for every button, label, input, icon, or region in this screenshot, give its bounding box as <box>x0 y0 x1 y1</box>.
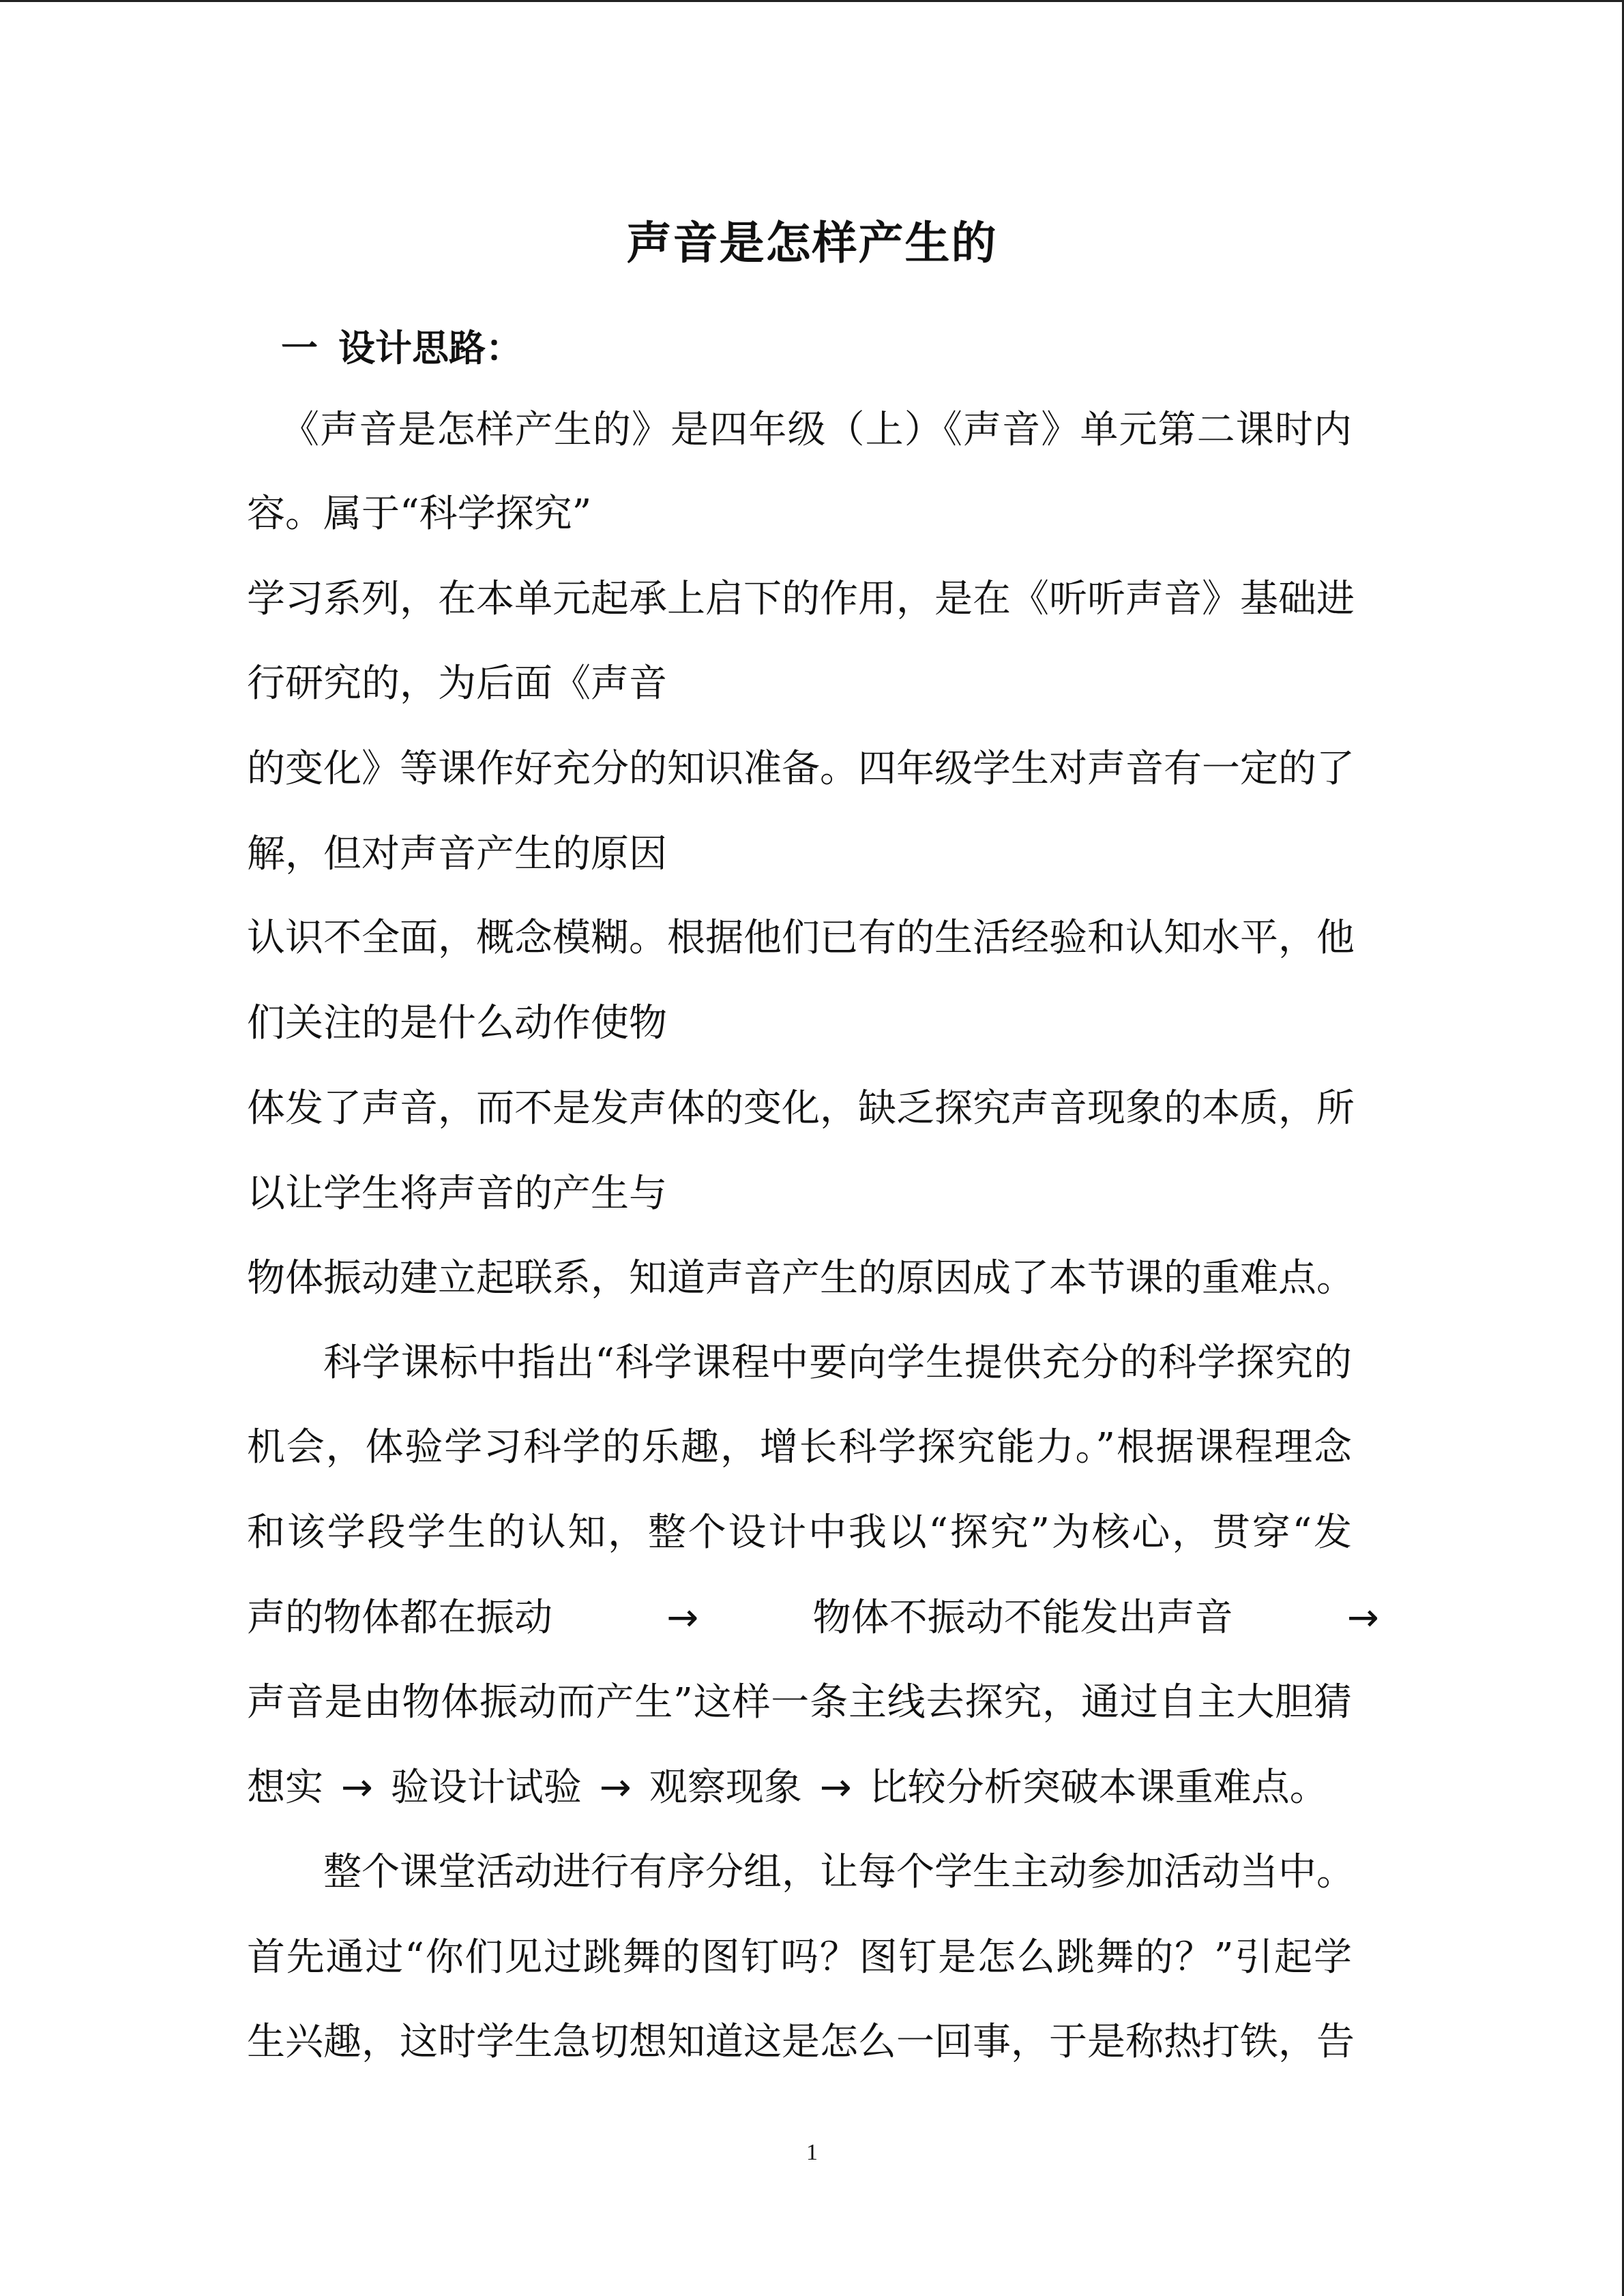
document-title: 声音是怎样产生的 <box>626 216 998 269</box>
flow-step: 物体不振动不能发出声音 <box>812 1596 1233 1640</box>
arrow-icon: → <box>666 1596 699 1640</box>
arrow-icon: → <box>599 1765 632 1810</box>
paragraph-line: 生兴趣，这时学生急切想知道这是怎么一回事，于是称热打铁，告 <box>247 2020 1355 2064</box>
flow-step: 声的物体都在振动 <box>247 1596 552 1640</box>
paragraph-line: 物体振动建立起联系，知道声音产生的原因成了本节课的重难点。 <box>247 1256 1355 1300</box>
paragraph-line: 和该学段学生的认知，整个设计中我以“探究”为核心，贯穿“发 <box>247 1510 1352 1555</box>
arrow-icon: → <box>819 1765 852 1810</box>
flow-step: 想实 <box>247 1765 323 1810</box>
paragraph-line: 整个课堂活动进行有序分组，让每个学生主动参加活动当中。 <box>323 1850 1355 1894</box>
paragraph-line: 机会，体验学习科学的乐趣，增长科学探究能力。”根据课程理念 <box>247 1425 1352 1470</box>
arrow-icon: → <box>341 1765 373 1810</box>
flow-step: 验设计试验 <box>390 1765 582 1810</box>
flow-step: 比较分析突破本课重难点。 <box>869 1765 1328 1810</box>
paragraph-line: 行研究的，为后面《声音 <box>247 661 667 706</box>
paragraph-line: 体发了声音，而不是发声体的变化，缺乏探究声音现象的本质，所 <box>247 1086 1355 1131</box>
paragraph-line: 学习系列，在本单元起承上启下的作用，是在《听听声音》基础进 <box>247 577 1355 621</box>
paragraph-line: 认识不全面，概念模糊。根据他们已有的生活经验和认知水平，他 <box>247 916 1355 960</box>
paragraph-line: 容。属于“科学探究” <box>247 492 592 536</box>
paragraph-line: 首先通过“你们见过跳舞的图钉吗？图钉是怎么跳舞的？”引起学 <box>247 1935 1352 1980</box>
paragraph-line: 科学课标中指出“科学课程中要向学生提供充分的科学探究的 <box>323 1341 1352 1385</box>
paragraph-line: 《声音是怎样产生的》是四年级（上）《声音》单元第二课时内 <box>281 408 1352 452</box>
paragraph-line: 声音是由物体振动而产生”这样一条主线去探究，通过自主大胆猜 <box>247 1680 1352 1725</box>
flow-line <box>247 1596 1379 1640</box>
paragraph-line: 们关注的是什么动作使物 <box>247 1001 667 1045</box>
flow-line <box>247 1765 1328 1810</box>
flow-step: 观察现象 <box>649 1765 802 1810</box>
paragraph-line: 以让学生将声音的产生与 <box>247 1172 667 1216</box>
paragraph-line: 解，但对声音产生的原因 <box>247 832 667 876</box>
section-number: 一 <box>281 326 318 370</box>
section-heading <box>281 319 522 372</box>
paragraph-line: 的变化》等课作好充分的知识准备。四年级学生对声音有一定的了 <box>247 747 1355 791</box>
page-number: 1 <box>806 2140 818 2165</box>
arrow-icon: → <box>1347 1596 1379 1640</box>
section-heading-text: 设计思路： <box>338 326 522 370</box>
